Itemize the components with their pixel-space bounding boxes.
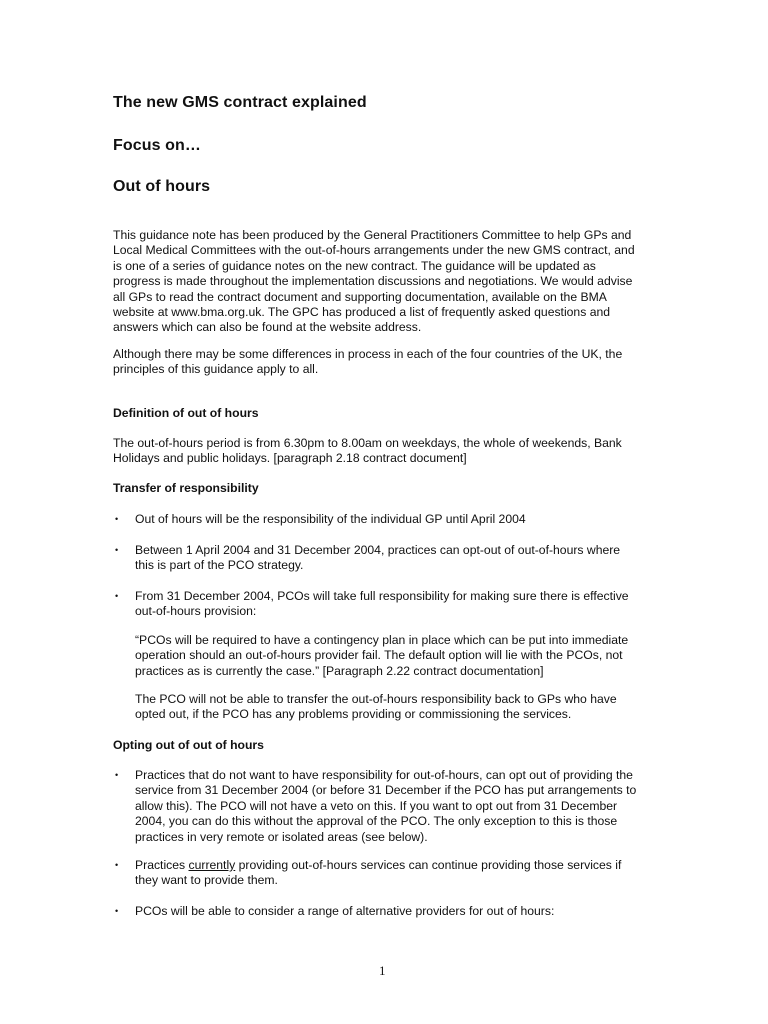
quote-line: operation should an out-of-hours provider fail. The default option will lie with the PCOs, not [135, 648, 623, 663]
intro-line: is one of a series of guidance notes on the new contract. The guidance will be updated as [113, 258, 596, 273]
note-line: opted out, if the PCO has any problems providing or commissioning the services. [135, 707, 572, 722]
optout-bullet-2 [135, 858, 621, 889]
bullet-line: 2004, you can do this without the approval of the PCO. The only exception to this is those [135, 814, 618, 829]
document-subtitle: Focus on… [113, 137, 202, 154]
definition-heading: Definition of out of hours [113, 406, 259, 420]
page-number: 1 [379, 963, 386, 978]
bullet-marker: • [115, 545, 119, 555]
bullet-marker: • [115, 770, 119, 780]
text-run: providing out-of-hours services can continue providing those services if [235, 858, 622, 872]
bullet-marker: • [115, 906, 119, 916]
underlined-word: currently [188, 858, 236, 872]
paragraph-line: The out-of-hours period is from 6.30pm to 8.00am on weekdays, the whole of weekends, Bank [113, 436, 622, 450]
countries-paragraph [113, 347, 622, 378]
note-line: The PCO will not be able to transfer the out-of-hours responsibility back to GPs who have [135, 692, 617, 706]
paragraph-line: Holidays and public holidays. [paragraph 2.18 contract document] [113, 451, 467, 466]
transfer-heading: Transfer of responsibility [113, 481, 259, 495]
bullet-line: out-of-hours provision: [135, 604, 257, 619]
topic-heading: Out of hours [113, 178, 211, 195]
intro-line: progress is made throughout the implementation discussions and negotiations. We would advise [113, 274, 633, 289]
optout-heading: Opting out of out of hours [113, 738, 264, 752]
definition-paragraph [113, 436, 622, 467]
text-run: Practices [135, 858, 189, 872]
intro-line: Local Medical Committees with the out-of-hours arrangements under the new GMS contract, and [113, 243, 635, 258]
bullet-line: Practices that do not want to have responsibility for out-of-hours, can opt out of providing the [135, 768, 633, 782]
quote-line: practices as is currently the case.” [Paragraph 2.22 contract documentation] [135, 663, 544, 678]
transfer-bullet-2 [135, 543, 620, 574]
bullet-line [135, 858, 621, 873]
bullet-line: this is part of the PCO strategy. [135, 558, 304, 573]
intro-paragraph [113, 228, 635, 336]
bullet-line: From 31 December 2004, PCOs will take full responsibility for making sure there is effective [135, 589, 629, 603]
bullet-line: allow this). The PCO will not have a veto on this. If you want to opt out from 31 December [135, 798, 618, 813]
paragraph-line: Although there may be some differences in process in each of the four countries of the UK, the [113, 347, 623, 361]
quote-line: “PCOs will be required to have a contingency plan in place which can be put into immediate [135, 633, 629, 647]
bullet-line: service from 31 December 2004 (or before 31 December if the PCO has put arrangements to [135, 783, 637, 798]
bullet-marker: • [115, 591, 119, 601]
transfer-note [135, 692, 617, 723]
transfer-bullet-3 [135, 589, 629, 620]
intro-line: website at www.bma.org.uk. The GPC has produced a list of frequently asked questions and [113, 305, 611, 320]
intro-line: answers which can also be found at the website address. [113, 320, 422, 335]
contract-quote [135, 633, 628, 679]
bullet-marker: • [115, 860, 119, 870]
optout-bullet-1 [135, 768, 636, 845]
optout-bullet-3: PCOs will be able to consider a range of alternative providers for out of hours: [135, 904, 555, 918]
bullet-line: Between 1 April 2004 and 31 December 2004, practices can opt-out of out-of-hours where [135, 543, 621, 557]
intro-line: This guidance note has been produced by the General Practitioners Committee to help GPs and [113, 228, 632, 242]
paragraph-line: principles of this guidance apply to all. [113, 362, 319, 377]
bullet-line: they want to provide them. [135, 873, 278, 888]
bullet-marker: • [115, 514, 119, 524]
transfer-bullet-1: Out of hours will be the responsibility of the individual GP until April 2004 [135, 512, 526, 526]
document-title: The new GMS contract explained [113, 94, 367, 111]
bullet-line: practices in very remote or isolated areas (see below). [135, 829, 428, 844]
intro-line: all GPs to read the contract document and supporting documentation, available on the BMA [113, 289, 607, 304]
